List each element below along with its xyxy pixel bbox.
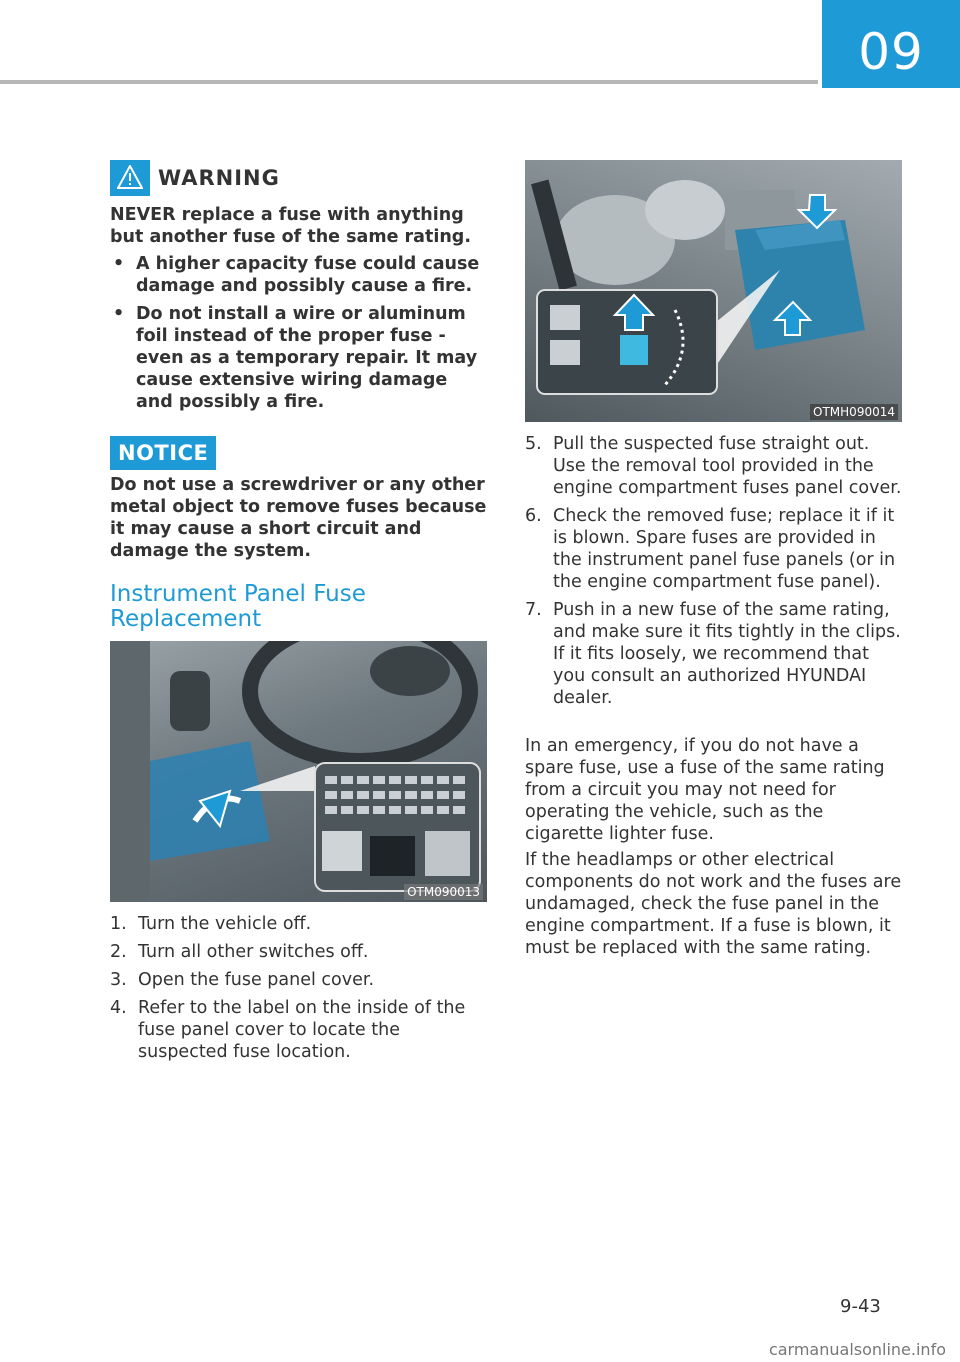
warning-list <box>110 253 490 419</box>
dash-fuse-photo <box>110 641 487 902</box>
notice-tag: NOTICE <box>110 436 216 470</box>
chapter-tab: 09 <box>822 0 960 88</box>
bullet-mark: • <box>113 254 125 274</box>
step-item <box>110 913 490 935</box>
step-text: Refer to the label on the inside of the fuse panel cover to locate the suspected fuse location. <box>138 998 466 1062</box>
page-number: 9-43 <box>840 1296 881 1317</box>
section-title: Instrument Panel Fuse Replacement <box>110 581 366 632</box>
step-text: Turn all other switches off. <box>138 942 369 962</box>
header-rule <box>0 80 818 84</box>
step-item <box>110 997 490 1063</box>
step-text: Pull the suspected fuse straight out. Use the removal tool provided in the engine compartment fuses panel cover. <box>553 434 902 498</box>
step-item <box>110 969 490 991</box>
dash-illustration <box>110 641 487 902</box>
engine-illustration <box>525 160 902 422</box>
step-item <box>525 505 905 593</box>
step-number: 1. <box>110 914 127 934</box>
step-number: 2. <box>110 942 127 962</box>
step-item <box>525 599 905 709</box>
warning-bullet <box>110 303 490 413</box>
step-text: Push in a new fuse of the same rating, and make sure it fits tightly in the clips. If it fits loosely, we recommend that you consult an authorized HYUNDAI dealer. <box>553 600 901 708</box>
warning-text: NEVER replace a fuse with anything but another fuse of the same rating. <box>110 205 471 247</box>
warning-title: WARNING <box>158 166 280 190</box>
engine-fuse-photo <box>525 160 902 422</box>
bullet-mark: • <box>113 304 125 324</box>
paragraph-emergency: In an emergency, if you do not have a spare fuse, use a fuse of the same rating from a circuit you may not need for operating the vehicle, such as the cigarette lighter fuse. <box>525 736 885 844</box>
step-number: 3. <box>110 970 127 990</box>
warning-icon <box>110 160 150 196</box>
steps-list-left <box>110 913 490 1069</box>
footer-watermark: carmanualsonline.info <box>768 1340 946 1359</box>
notice-text: Do not use a screwdriver or any other metal object to remove fuses because it may cause a short circuit and damage the system. <box>110 475 487 561</box>
warning-heading <box>110 160 280 196</box>
paragraph-headlamps: If the headlamps or other electrical components do not work and the fuses are undamaged, check the fuse panel in the engine compartment. If a fuse is blown, it must be replaced with the same rating. <box>525 850 902 958</box>
step-number: 6. <box>525 506 542 526</box>
step-number: 5. <box>525 434 542 454</box>
step-number: 4. <box>110 998 127 1018</box>
steps-list-right <box>525 433 905 715</box>
step-item <box>525 433 905 499</box>
step-text: Check the removed fuse; replace it if it is blown. Spare fuses are provided in the instrument panel fuse panels (or in the engine compartment fuse panel). <box>553 506 896 592</box>
step-item <box>110 941 490 963</box>
photo-code: OTM090013 <box>404 884 483 900</box>
step-text: Open the fuse panel cover. <box>138 970 375 990</box>
step-text: Turn the vehicle off. <box>138 914 312 934</box>
warning-bullet-text: Do not install a wire or aluminum foil instead of the proper fuse - even as a temporary repair. It may cause extensive wiring damage and possibly a fire. <box>136 304 478 412</box>
photo-code: OTMH090014 <box>810 404 898 420</box>
step-number: 7. <box>525 600 542 620</box>
warning-bullet <box>110 253 490 297</box>
warning-bullet-text: A higher capacity fuse could cause damage and possibly cause a fire. <box>136 254 480 296</box>
